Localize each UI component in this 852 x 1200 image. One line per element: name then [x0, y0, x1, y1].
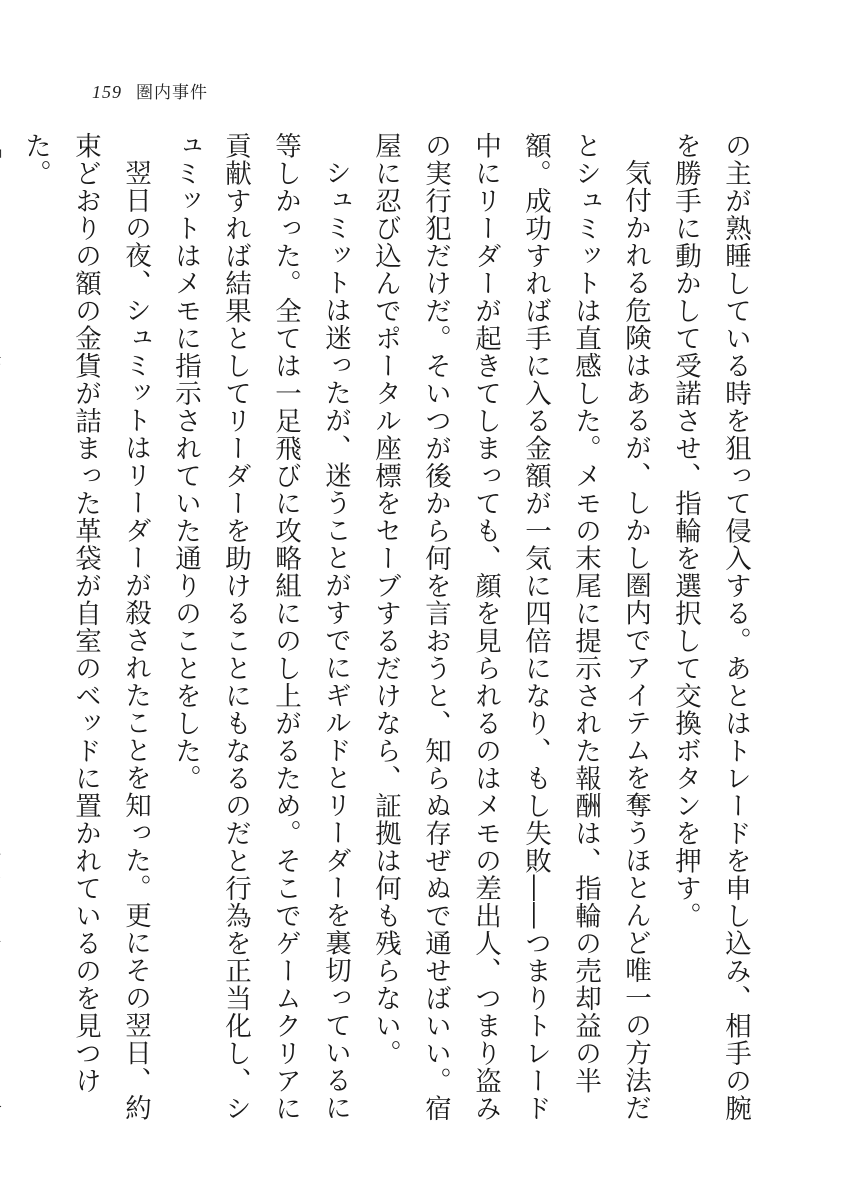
page-number: 159	[92, 82, 122, 102]
running-head	[92, 78, 208, 103]
paragraph: 翌日の夜、シュミットはリーダーが殺されたことを知った。更にその翌日、約束どおりの額の金貨が詰まった革袋が自室のベッドに置かれているのを見つけた。	[20, 132, 151, 1121]
chapter-title: 圏内事件	[136, 83, 208, 102]
paragraph: 気付かれる危険はあるが、しかし圏内でアイテムを奪うほとんど唯一の方法だとシュミットは直感した。メモの末尾に提示された報酬は、指輪の売却益の半額。成功すれば手に入る金額が一気に四倍になり、もし失敗――つまりトレード中にリーダーが起きてしまっても、顔を見られるのはメモの差出人、つまり盗みの実行犯だけだ。そいつが後から何を言おうと、知らぬ存ぜぬで通せばいい。宿屋に忍び込んでポータル座標をセーブするだけなら、証拠は何も残らない。	[370, 132, 651, 1122]
dialogue-paragraph	[0, 132, 10, 1132]
body-text	[20, 132, 760, 1132]
paragraph: の主が熟睡している時を狙って侵入する。あとはトレードを申し込み、相手の腕を勝手に動かして受諾させ、指輪を選択して交換ボタンを押す。	[670, 132, 751, 1122]
paragraph: シュミットは迷ったが、迷うことがすでにギルドとリーダーを裏切っているに等しかった。全ては一足飛びに攻略組にのし上がるため。そこでゲームクリアに貢献すれば結果としてリーダーを助けることにもなるのだと行為を正当化し、シュミットはメモに指示されていた通りのことをした。	[170, 132, 351, 1122]
